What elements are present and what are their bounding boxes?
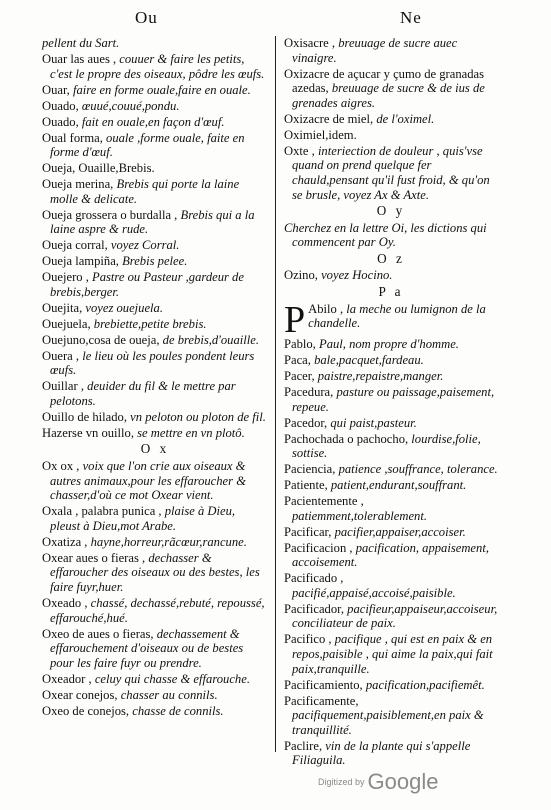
dictionary-entry: [42, 115, 268, 130]
headword: Ouejita,: [42, 300, 83, 315]
dictionary-entry: [42, 410, 268, 425]
headword: Abilo ,: [308, 301, 344, 316]
dictionary-entry: [42, 131, 268, 160]
header-left: Ou: [135, 8, 158, 27]
headword: Ouado,: [42, 114, 79, 129]
headword: Pacificado ,: [284, 571, 344, 586]
digitized-by-text: Digitized by: [318, 777, 365, 787]
dictionary-entry: [42, 688, 268, 703]
drop-cap: P: [284, 298, 306, 341]
dictionary-entry: [284, 353, 498, 368]
right-column: [284, 36, 498, 769]
dictionary-entry: [42, 379, 268, 408]
headword: Oxatiza ,: [42, 534, 88, 549]
headword: Oueja, Ouaille,Brebis.: [42, 161, 155, 176]
translation: patiemment,tolerablement.: [292, 508, 428, 523]
dictionary-entry: [42, 596, 268, 625]
dictionary-entry: [284, 112, 498, 127]
dictionary-entry: [284, 678, 498, 693]
translation: patient,endurant,souffrant.: [330, 478, 467, 493]
headword: Oxeo de aues o fieras,: [42, 626, 154, 641]
dictionary-entry: [284, 739, 498, 768]
translation: bale,pacquet,fardeau.: [314, 353, 424, 368]
dictionary-entry: [284, 602, 498, 631]
headword: Oxisacre ,: [284, 36, 336, 50]
translation: Cherchez en la lettre Oi, les dictions qui commencent par Oy.: [284, 220, 487, 250]
dictionary-entry: [42, 36, 268, 51]
translation: deuider du fil & le mettre par pelotons.: [50, 379, 236, 408]
translation: pacification, appaisement, accoisement.: [292, 540, 489, 570]
translation: celuy qui chasse & effarouche.: [94, 671, 250, 686]
section-heading-ox: O x: [140, 441, 170, 457]
headword: Oxear conejos,: [42, 687, 118, 702]
headword: Pacificamente,: [284, 693, 359, 708]
headword: Pacedor,: [284, 415, 328, 430]
section-heading-oz: O z: [377, 250, 405, 266]
section-heading-oy: O y: [376, 203, 406, 219]
headword: Ouar las aues ,: [42, 51, 117, 66]
headword: Oxte ,: [284, 143, 315, 158]
dictionary-entry: [42, 459, 268, 503]
headword: Ouejuela,: [42, 316, 91, 331]
headword: Pacificar,: [284, 524, 332, 539]
translation: pacification,pacifiemêt.: [365, 677, 485, 692]
translation: dechasser & effaroucher des oiseaux ou des bestes, les faire fuyr,huer.: [50, 550, 260, 594]
translation: brebiette,petite brebis.: [93, 316, 207, 331]
dictionary-entry: [284, 221, 498, 250]
dictionary-entry: [284, 478, 498, 493]
left-column: [42, 36, 268, 720]
translation: la meche ou lumignon de la chandelle.: [308, 301, 486, 331]
headword: Ouejero ,: [42, 270, 89, 285]
dictionary-entry: [42, 301, 268, 316]
translation: vin de la plante qui s'appelle Filiaguila.: [292, 738, 471, 768]
headword: Pacifico ,: [284, 632, 332, 647]
dictionary-entry: [284, 694, 498, 738]
translation: pacifique , qui est en paix & en repos,paisible , qui aime la paix,qui fait paix,tranquille.: [292, 632, 493, 676]
translation: dechassement & effarouchement d'oiseaux ou de bestes pour les faire fuyr ou prendre.: [50, 626, 244, 670]
dictionary-entry: [42, 317, 268, 332]
dictionary-entry: [42, 551, 268, 595]
translation: ouale ,forme ouale, faite en forme d'œuf.: [50, 130, 245, 160]
section-heading-pa: P a: [378, 284, 404, 300]
translation: voyez ouejuela.: [85, 300, 164, 315]
translation: chassé, dechassé,rebuté, repoussé, effarouché,hué.: [50, 595, 265, 625]
translation: faire en forme ouale,faire en ouale.: [72, 82, 251, 97]
translation: interiection de douleur , quis'vse quand on prend quelque fer chauld,pensant qu'il fust froid, & qu'on se brusle, voyez Ax & Axte.: [292, 143, 490, 202]
headword: Pacificador,: [284, 601, 344, 616]
translation: de l'oximel.: [376, 111, 435, 126]
translation: paistre,repaistre,manger.: [317, 369, 444, 384]
translation: Paul, nom propre d'homme.: [319, 337, 459, 352]
translation: le lieu où les poules pondent leurs œufs.: [50, 348, 255, 378]
headword: Pacientemente ,: [284, 494, 364, 509]
dictionary-entry: [42, 349, 268, 378]
translation: Brebis qui a la laine aspre & rude.: [50, 207, 255, 237]
dictionary-entry: [284, 525, 498, 540]
headword: Paca,: [284, 353, 311, 368]
dictionary-entry: [42, 83, 268, 98]
translation: se mettre en vn plotô.: [137, 425, 245, 440]
google-logo: Google: [367, 769, 439, 794]
translation: de brebis,d'ouaille.: [162, 332, 259, 347]
translation: pacifier,appaiser,accoiser.: [334, 524, 466, 539]
dictionary-entry: [42, 238, 268, 253]
column-divider: [275, 36, 276, 752]
dictionary-entry: [284, 494, 498, 523]
translation: couuer & faire les petits, c'est le propre des oiseaux, pôdre les œufs.: [50, 51, 265, 81]
headword: Ozino,: [284, 268, 318, 283]
dictionary-entry: [42, 672, 268, 687]
dictionary-entry: [284, 67, 498, 111]
translation: pasture ou paissage,paisement, repeue.: [292, 385, 495, 414]
dictionary-entry: [42, 333, 268, 348]
dictionary-entry-dropcap: [284, 298, 498, 341]
digitized-watermark: [318, 769, 438, 795]
translation: fait en ouale,en façon d'œuf.: [81, 114, 225, 129]
translation: voyez Hocino.: [321, 268, 393, 283]
headword: Oxizacre de açucar y çumo de granadas azedas,: [284, 66, 484, 96]
headword: Oueja lampiña,: [42, 254, 119, 269]
translation: pacifieur,appaiseur,accoiseur, conciliateur de paix.: [292, 601, 498, 631]
dictionary-entry: [42, 704, 268, 719]
headword: Pacedura,: [284, 385, 334, 399]
dictionary-entry: [42, 161, 268, 176]
dictionary-entry: [284, 416, 498, 431]
dictionary-entry: [284, 632, 498, 676]
headword: Ouar,: [42, 82, 70, 97]
translation: breuuage de sucre auec vinaigre.: [292, 36, 458, 65]
translation: hayne,horreur,rãcœur,rancune.: [90, 534, 247, 549]
dictionary-entry: [42, 504, 268, 533]
headword: Pacificamiento,: [284, 677, 363, 692]
dictionary-entry: [42, 535, 268, 550]
translation: œuué,couué,pondu.: [81, 98, 180, 113]
translation: pacifié,appaisé,accoisé,paisible.: [292, 585, 456, 600]
translation: pellent du Sart.: [42, 36, 120, 50]
headword: Oueja corral,: [42, 238, 108, 253]
translation: qui paist,pasteur.: [330, 415, 417, 430]
translation: voix que l'on crie aux oiseaux & autres animaux,pour les effaroucher & chasser,d'où ce mot Oxear vient.: [50, 459, 246, 503]
dictionary-entry: [42, 177, 268, 206]
translation: lourdise,folie, sottise.: [292, 431, 481, 461]
translation: chasser au connils.: [120, 687, 218, 702]
translation: Pastre ou Pasteur ,gardeur de brebis,berger.: [50, 270, 244, 299]
headword: Patiente,: [284, 478, 328, 493]
dictionary-entry: [284, 128, 498, 143]
dictionary-entry: [284, 337, 498, 352]
dictionary-entry: [284, 462, 498, 477]
headword: Oxala , palabra punica ,: [42, 504, 162, 519]
translation: breuuage de sucre & de ius de grenades aigres.: [292, 81, 485, 110]
translation: Brebis qui porte la laine molle & delicate.: [50, 177, 240, 206]
headword: Ouera ,: [42, 348, 80, 363]
header-right: Ne: [400, 8, 422, 27]
dictionary-entry: [42, 99, 268, 114]
headword: Oual forma,: [42, 130, 103, 145]
headword: Pachochada o pachocho,: [284, 431, 409, 446]
translation: patience ,souffrance, tolerance.: [338, 462, 498, 477]
headword: Oueja merina,: [42, 177, 114, 192]
headword: Ouejuno,cosa de oueja,: [42, 332, 160, 347]
translation: Brebis pelee.: [122, 254, 188, 269]
dictionary-entry: [42, 627, 268, 671]
headword: Oxeador ,: [42, 671, 92, 686]
headword: Pacer,: [284, 369, 315, 384]
headword: Oxeo de conejos,: [42, 703, 130, 718]
headword: Hazerse vn ouillo,: [42, 425, 134, 440]
dictionary-entry: [42, 270, 268, 299]
dictionary-entry: [284, 541, 498, 570]
headword: Oueja grossera o burdalla ,: [42, 207, 178, 222]
headword: Oximiel,idem.: [284, 127, 357, 142]
dictionary-entry: [284, 385, 498, 414]
dictionary-entry: [42, 254, 268, 269]
headword: Oxear aues o fieras ,: [42, 550, 146, 565]
translation: plaise à Dieu, pleust à Dieu,mot Arabe.: [50, 504, 236, 533]
headword: Ox ox ,: [42, 459, 80, 474]
headword: Paclire,: [284, 738, 323, 753]
headword: Pablo,: [284, 337, 316, 352]
headword: Oxizacre de miel,: [284, 111, 374, 126]
dictionary-entry: [42, 52, 268, 81]
dictionary-entry: [284, 432, 498, 461]
translation: vn peloton ou ploton de fil.: [130, 409, 266, 424]
headword: Ouillo de hilado,: [42, 409, 127, 424]
running-header: [0, 6, 551, 32]
dictionary-entry: [284, 571, 498, 600]
headword: Ouillar ,: [42, 379, 84, 394]
headword: Ouado,: [42, 98, 79, 113]
dictionary-entry: [284, 369, 498, 384]
dictionary-entry: [284, 268, 498, 283]
headword: Pacificacion ,: [284, 540, 353, 555]
dictionary-entry: [42, 208, 268, 237]
translation: chasse de connils.: [132, 703, 224, 718]
headword: Oxeado ,: [42, 595, 88, 610]
dictionary-entry: [284, 36, 498, 65]
translation: voyez Corral.: [110, 238, 180, 253]
dictionary-entry: [42, 426, 268, 441]
dictionary-entry: [284, 144, 498, 202]
translation: pacifiquement,paisiblement,en paix & tranquillité.: [292, 708, 484, 737]
headword: Paciencia,: [284, 462, 336, 477]
